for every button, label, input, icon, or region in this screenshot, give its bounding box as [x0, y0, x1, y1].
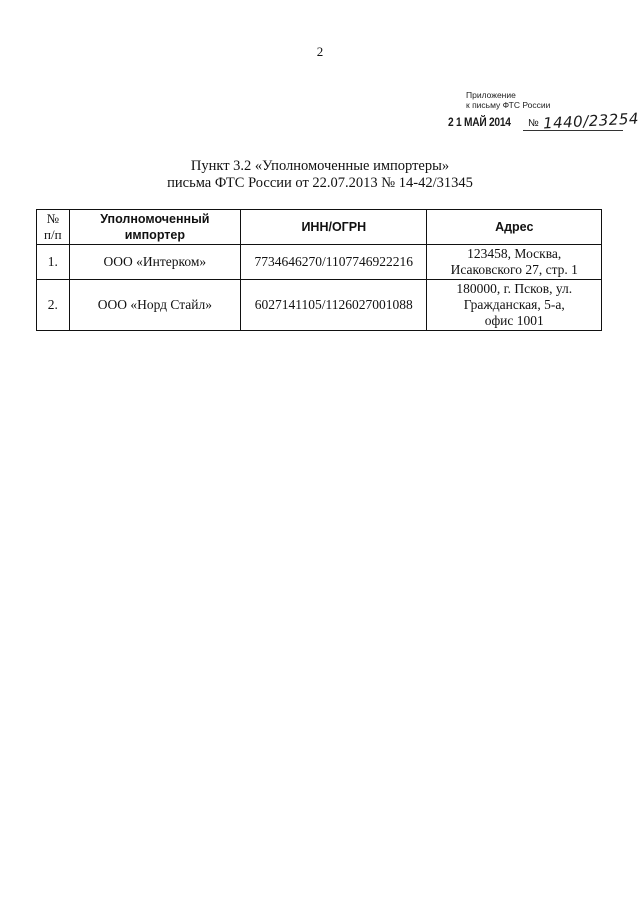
document-heading [0, 158, 640, 192]
attachment-block [448, 90, 640, 134]
stamp-date: 2 1 МАЙ 2014 [448, 115, 511, 129]
row-importer-name: ООО «Норд Стайл» [69, 280, 240, 331]
header-number-abbr: п/п [44, 227, 62, 242]
address-line: Исаковского 27, стр. 1 [450, 262, 578, 277]
table-row [37, 245, 602, 280]
row-number: 2. [37, 280, 70, 331]
address-line: 123458, Москва, [467, 246, 562, 261]
row-number: 1. [37, 245, 70, 280]
importers-table [36, 209, 602, 331]
row-address [427, 245, 602, 280]
registration-stamp [448, 109, 640, 134]
row-importer-name: ООО «Интерком» [69, 245, 240, 280]
header-inn-ogrn: ИНН/ОГРН [241, 210, 427, 245]
header-importer-line1: Уполномоченный [100, 212, 210, 226]
stamp-number-label: № [528, 118, 539, 129]
address-line: 180000, г. Псков, ул. [456, 281, 573, 296]
table-row [37, 280, 602, 331]
address-line: Гражданская, 5-а, [463, 297, 565, 312]
table-header-row [37, 210, 602, 245]
address-line: офис 1001 [484, 313, 544, 328]
heading-line-2: письма ФТС России от 22.07.2013 № 14-42/31345 [167, 175, 473, 191]
header-importer-line2: импортер [124, 228, 185, 242]
page-number: 2 [316, 44, 324, 59]
attachment-reference: к письму ФТС России [466, 100, 551, 110]
header-address: Адрес [427, 210, 602, 245]
row-inn-ogrn: 6027141105/1126027001088 [241, 280, 427, 331]
header-number [37, 210, 70, 245]
header-number-symbol: № [46, 211, 60, 226]
row-inn-ogrn: 7734646270/1107746922216 [241, 245, 427, 280]
header-importer [69, 210, 240, 245]
stamp-handwritten-number: 1440/23254 [542, 109, 640, 133]
row-address [427, 280, 602, 331]
attachment-label: Приложение [466, 90, 516, 100]
heading-line-1: Пункт 3.2 «Уполномоченные импортеры» [190, 158, 450, 174]
